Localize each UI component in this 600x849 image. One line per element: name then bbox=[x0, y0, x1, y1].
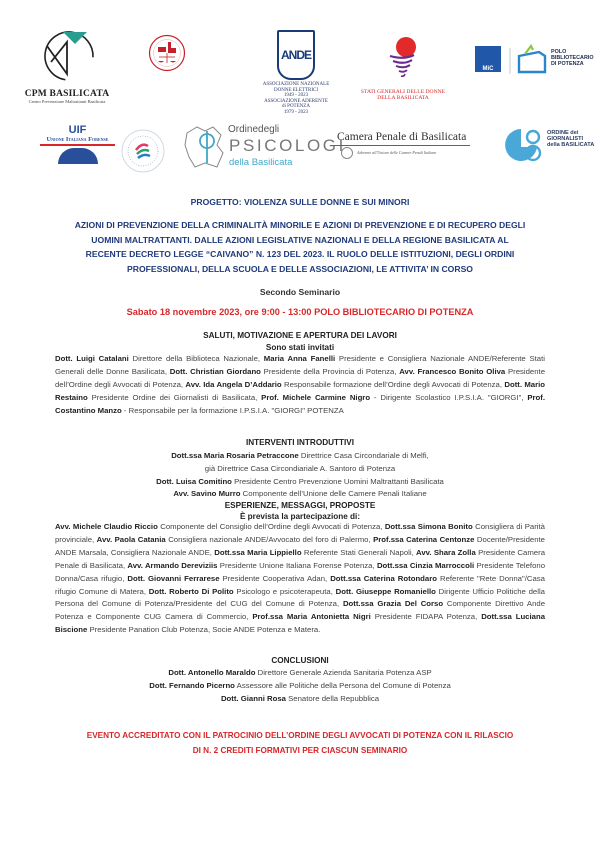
person-role: Docente/Presidente ANDE Marsala, Consigliera Nazionale ANDE, bbox=[55, 534, 545, 557]
introductory-speakers bbox=[20, 450, 580, 501]
section-subheading-invitati: Sono stati invitati bbox=[265, 343, 335, 352]
person-name: Dott. Mario Restaino bbox=[55, 379, 546, 402]
section-heading-saluti: SALUTI, MOTIVAZIONE E APERTURA DEI LAVORI bbox=[203, 331, 397, 340]
person-role: Referente "Rete Donna"/Casa rifugio Comune di Matera, bbox=[55, 573, 545, 596]
person-role: Presidente Telefono Donna/Casa rifugio, bbox=[55, 560, 546, 583]
person-role: Psicologo e psicoterapeuta, bbox=[233, 586, 336, 596]
person-role: - Dirigente Scolastico I.P.S.I.A. "GIORGI", bbox=[370, 392, 528, 402]
speaker-line bbox=[20, 488, 580, 501]
seminar-number: Secondo Seminario bbox=[259, 287, 341, 297]
person-role: Direttore della Biblioteca Nazionale, bbox=[128, 354, 264, 363]
person-name: Dott.ssa Cinzia Marroccoli bbox=[376, 560, 475, 570]
person-role: Presidente Unione Italiana Forense Potenza, bbox=[217, 560, 377, 570]
person-name: Dott.ssa Maria Rosaria Petraccone bbox=[171, 451, 299, 460]
speaker-line bbox=[20, 450, 580, 463]
person-role: Direttore Generale Azienda Sanitaria Potenza ASP bbox=[255, 668, 432, 677]
person-name: Dott. Antonello Maraldo bbox=[168, 668, 256, 677]
seminar-theme: AZIONI DI PREVENZIONE DELLA CRIMINALITÀ MINORILE E AZIONI DI PREVENZIONE E DI RECUPERO DEGLI UOMINI MALTRATTANTI. DALLE AZIONI LEGISLATIVE NAZIONALI E DELLA REGIONE BASILICATA AL RECENTE DECRETO LEGGE “CAIVANO” N. 123 DEL 2023. IL RUOLO DELLE ISTITUZIONI, DEGLI ORDINI PROFESSIONALI, DELLA SCUOLA E DELLE ASSOCIAZIONI, LE ATTIVITA’ IN CORSO bbox=[74, 220, 526, 274]
uif-emblem-icon bbox=[58, 148, 98, 164]
ordine-psicologi-logo: Ordinedegli PSICOLOGI della Basilicata bbox=[183, 123, 323, 171]
speaker-line bbox=[20, 463, 580, 476]
person-name: Dott.ssa Caterina Rotondaro bbox=[330, 573, 437, 583]
person-name: Dott. Roberto Di Polito bbox=[148, 586, 234, 596]
hands-emblem-icon bbox=[120, 128, 166, 174]
person-name: Dott.ssa Luciana Biscione bbox=[55, 612, 545, 635]
participants-list bbox=[55, 521, 545, 637]
person-role: Responsabile formazione dell’Ordine degli Avvocati di Potenza, bbox=[281, 379, 505, 389]
polo-bibliotecario-logo: POLO BIBLIOTECARIO DI POTENZA bbox=[509, 44, 597, 78]
seal-logo bbox=[148, 34, 186, 72]
ordine-giornalisti-logo: ORDINE dei GIORNALISTI della BASILICATA bbox=[503, 125, 598, 169]
event-date-location: Sabato 18 novembre 2023, ore 9:00 - 13:00 POLO BIBLIOTECARIO DI POTENZA bbox=[126, 307, 474, 317]
library-building-icon bbox=[509, 44, 549, 78]
person-name: Avv. Francesco Bonito Oliva bbox=[399, 366, 506, 376]
ande-text: ASSOCIAZIONE NAZIONALE DONNE ELETTRICI 1949 - 2023 ASSOCIAZIONE ADERENTE di POTENZA 1979 - 2023 bbox=[262, 82, 330, 115]
person-role: Presidente Camera Penale di Basilicata, bbox=[55, 547, 545, 570]
camera-penale-logo: Camera Penale di Basilicata Aderente all'Unione delle Camere Penali Italiane bbox=[333, 127, 493, 167]
person-name: Dott. Fernando Picerno bbox=[149, 680, 235, 690]
person-role: Presidente della Provincia di Potenza, bbox=[260, 366, 400, 376]
cpm-basilicata-logo: CPM BASILICATA Centro Prevenzione Maltrattanti Basilicata bbox=[22, 28, 112, 110]
person-name: Dott.ssa Grazia Del Corso bbox=[342, 599, 444, 609]
section-heading-interventi: INTERVENTI INTRODUTTIVI bbox=[245, 438, 355, 447]
person-role: Referente Stati Generali Napoli, bbox=[301, 547, 417, 557]
person-name: Dott.ssa Simona Bonito bbox=[384, 522, 473, 531]
person-role: Presidente Panation Club Potenza, Socie ANDE Potenza e Matera. bbox=[87, 625, 321, 635]
person-role: - Responsabile per la formazione I.P.S.I.A. "GIORGI" POTENZA bbox=[121, 405, 344, 415]
person-name: Dott. Giuseppe Romaniello bbox=[335, 586, 436, 596]
person-name: Avv. Michele Claudio Riccio bbox=[55, 522, 158, 531]
person-role: Presidente Centro Prevenzione Uomini Maltrattanti Basilicata bbox=[231, 476, 444, 486]
stati-generali-logo: STATI GENERALI DELLE DONNE DELLA BASILICATA bbox=[353, 36, 453, 102]
person-name: Avv. Shara Zolla bbox=[416, 547, 476, 557]
person-name: Avv. Savino Murro bbox=[173, 489, 241, 499]
person-name: Dott. Luisa Comitino bbox=[156, 476, 232, 486]
person-role: Componente dell’Unione delle Camere Penali Italiane bbox=[240, 489, 427, 499]
person-role: Consigliera di Parità provinciale, bbox=[55, 522, 545, 544]
person-role: già Direttrice Casa Circondiariale A. Santoro di Potenza bbox=[204, 463, 396, 473]
person-name: Dott. Gianni Rosa bbox=[220, 693, 286, 703]
uif-logo: UIF Unione Italiana Forense bbox=[40, 125, 115, 164]
person-name: Dott.ssa Maria Lippiello bbox=[214, 547, 302, 557]
section-heading-conclusioni: CONCLUSIONI bbox=[271, 656, 329, 665]
person-name: Dott. Christian Giordano bbox=[169, 366, 261, 376]
person-role: Senatore della Repubblica bbox=[285, 693, 380, 703]
person-name: Avv. Paola Catania bbox=[96, 534, 166, 544]
project-title: PROGETTO: VIOLENZA SULLE DONNE E SUI MINORI bbox=[190, 197, 410, 207]
section-subheading-partecipazione: È prevista la partecipazione di: bbox=[239, 512, 361, 521]
person-name: Prof. Michele Carmine Nigro bbox=[261, 392, 371, 402]
mic-logo: MiC bbox=[475, 46, 501, 72]
person-role: Consigliera nazionale ANDE/Avvocato del foro di Palermo, bbox=[165, 534, 374, 544]
person-name: Prof. Costantino Manzo bbox=[55, 392, 545, 415]
odg-mark-icon bbox=[503, 125, 545, 165]
associazione-round-logo bbox=[120, 128, 166, 174]
person-role: Presidente Cooperativa Adan, bbox=[219, 573, 331, 583]
person-role: Direttrice Casa Circondariale di Melfi, bbox=[298, 451, 429, 460]
person-name: Dott. Giovanni Ferrarese bbox=[127, 573, 220, 583]
person-role: Presidente dell’Ordine degli Avvocati di Potenza, bbox=[55, 366, 546, 389]
basilicata-map-icon bbox=[183, 123, 227, 171]
person-name: Prof.ssa Maria Antonietta Nigri bbox=[252, 612, 371, 622]
scales-seal-icon bbox=[148, 34, 186, 72]
speaker-line bbox=[20, 693, 580, 706]
camera-penale-seal-icon bbox=[341, 147, 353, 159]
invited-list bbox=[55, 353, 545, 418]
person-role: Componente del Consiglio dell’Ordine degli Avvocati di Potenza, bbox=[157, 522, 385, 531]
accreditation-notice: EVENTO ACCREDITATO CON IL PATROCINIO DELL’ORDINE DEGLI AVVOCATI DI POTENZA CON IL RILASCIO DI N. 2 CREDITI FORMATIVI PER CIASCUN SEMINARIO bbox=[86, 731, 514, 756]
person-name: Avv. Ida Angela D’Addario bbox=[185, 379, 282, 389]
speaker-line bbox=[20, 476, 580, 489]
speaker-line bbox=[20, 667, 580, 680]
ande-logo bbox=[254, 30, 338, 116]
person-role: Presidente Ordine dei Giornalisti di Basilicata, bbox=[87, 392, 262, 402]
person-role: Presidente FIDAPA Potenza, bbox=[370, 612, 482, 622]
person-name: Dott. Luigi Catalani bbox=[55, 354, 129, 363]
person-role: Assessore alle Politiche della Persona del Comune di Potenza bbox=[234, 680, 451, 690]
speaker-line bbox=[20, 680, 580, 693]
person-role: Presidente e Consigliera Nazionale ANDE/Referente Stati Generali delle Donne Basilicata, bbox=[55, 354, 545, 376]
conclusions-speakers bbox=[20, 667, 580, 705]
cpm-mark-icon bbox=[37, 28, 97, 84]
person-role: Dirigente Ufficio Politiche della Persona del Comune di Potenza/Presidente del CUG del Comune di Potenza, bbox=[55, 586, 545, 609]
person-name: Maria Anna Fanelli bbox=[263, 354, 336, 363]
person-name: Prof.ssa Caterina Centonze bbox=[373, 534, 475, 544]
section-heading-esperienze: ESPERIENZE, MESSAGGI, PROPOSTE bbox=[224, 501, 376, 510]
ande-wordmark: ANDE bbox=[277, 30, 315, 80]
person-role: Componente Direttivo Ande Potenza e Componente CUG Camera di Commercio, bbox=[55, 599, 545, 622]
person-name: Avv. Armando Dereviziis bbox=[127, 560, 218, 570]
stati-generali-mark-icon bbox=[386, 36, 420, 82]
